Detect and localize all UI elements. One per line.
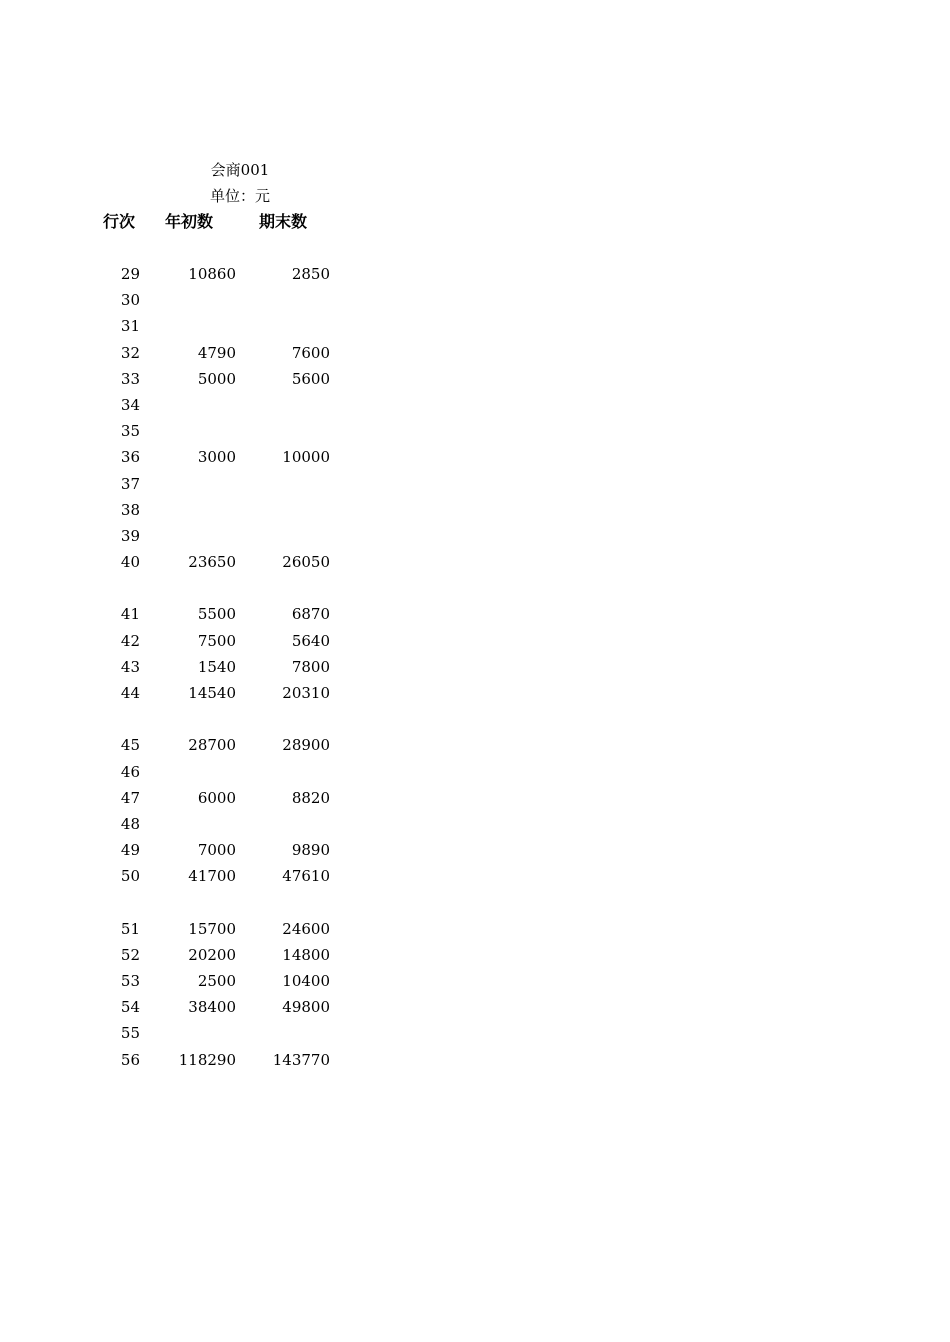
beginning-balance-cell: 3000 <box>197 448 236 467</box>
ending-balance-cell: 8820 <box>291 788 330 807</box>
table-row <box>0 811 400 837</box>
line-number-cell: 56 <box>120 1050 140 1069</box>
table-row <box>0 366 400 392</box>
line-number-cell: 39 <box>120 526 140 545</box>
ending-balance-cell: 47610 <box>282 867 330 886</box>
beginning-balance-cell: 38400 <box>188 998 236 1017</box>
table-row <box>0 994 400 1020</box>
line-number-cell: 34 <box>120 395 140 414</box>
header-beginning-balance: 年初数 <box>165 212 214 231</box>
ending-balance-cell: 6870 <box>291 605 330 624</box>
table-row <box>0 471 400 497</box>
table-row <box>0 916 400 942</box>
beginning-balance-cell: 28700 <box>188 736 236 755</box>
table-row <box>0 261 400 287</box>
table-row <box>0 680 400 706</box>
table-row <box>0 968 400 994</box>
header-ending-balance: 期末数 <box>259 212 308 231</box>
beginning-balance-cell: 4790 <box>197 343 236 362</box>
beginning-balance-cell: 15700 <box>188 919 236 938</box>
table-row <box>0 1020 400 1046</box>
table-row <box>0 759 400 785</box>
ending-balance-cell: 28900 <box>282 736 330 755</box>
ending-balance-cell: 49800 <box>282 998 330 1017</box>
line-number-cell: 47 <box>120 788 140 807</box>
line-number-cell: 32 <box>120 343 140 362</box>
table-row <box>0 497 400 523</box>
beginning-balance-cell: 5500 <box>197 605 236 624</box>
line-number-cell: 49 <box>120 841 140 860</box>
spacer-row <box>0 575 400 601</box>
line-number-cell: 36 <box>120 448 140 467</box>
ending-balance-cell: 7600 <box>291 343 330 362</box>
ending-balance-cell: 2850 <box>291 265 330 283</box>
line-number-cell: 54 <box>120 998 140 1017</box>
header-line-no: 行次 <box>103 212 136 231</box>
ending-balance-cell: 26050 <box>282 553 330 572</box>
table-row <box>0 444 400 470</box>
beginning-balance-cell: 2500 <box>197 972 236 991</box>
beginning-balance-cell: 5000 <box>197 369 236 388</box>
table-row <box>0 601 400 627</box>
ending-balance-cell: 20310 <box>282 684 330 702</box>
ending-balance-cell: 14800 <box>282 945 330 964</box>
ending-balance-cell: 10400 <box>282 972 330 991</box>
table-row <box>0 1047 400 1073</box>
table-row <box>0 340 400 366</box>
line-number-cell: 33 <box>120 369 140 388</box>
spacer-row <box>0 706 400 732</box>
ending-balance-cell: 24600 <box>282 919 330 938</box>
beginning-balance-cell: 1540 <box>197 657 236 676</box>
line-number-cell: 45 <box>120 736 140 755</box>
line-number-cell: 55 <box>120 1024 140 1043</box>
ending-balance-cell: 143770 <box>272 1050 330 1069</box>
ending-balance-cell: 5600 <box>291 369 330 388</box>
line-number-cell: 30 <box>120 291 140 310</box>
table-row <box>0 785 400 811</box>
table-row <box>0 942 400 968</box>
beginning-balance-cell: 7500 <box>197 631 236 650</box>
beginning-balance-cell: 41700 <box>188 867 236 886</box>
beginning-balance-cell: 20200 <box>188 945 236 964</box>
line-number-cell: 48 <box>120 814 140 833</box>
line-number-cell: 42 <box>120 631 140 650</box>
line-number-cell: 35 <box>120 422 140 441</box>
beginning-balance-cell: 14540 <box>188 684 236 702</box>
line-number-cell: 53 <box>120 972 140 991</box>
line-number-cell: 44 <box>120 684 140 702</box>
table-row <box>0 287 400 313</box>
beginning-balance-cell: 23650 <box>188 553 236 572</box>
beginning-balance-cell: 118290 <box>178 1050 236 1069</box>
table-row <box>0 654 400 680</box>
table-row <box>0 628 400 654</box>
line-number-cell: 43 <box>120 657 140 676</box>
line-number-cell: 51 <box>120 919 140 938</box>
table-row <box>0 523 400 549</box>
table-row <box>0 549 400 575</box>
table-row <box>0 313 400 339</box>
ending-balance-cell: 9890 <box>291 841 330 860</box>
line-number-cell: 50 <box>120 867 140 886</box>
line-number-cell: 37 <box>120 474 140 493</box>
line-number-cell: 46 <box>120 762 140 781</box>
line-number-cell: 29 <box>120 265 140 283</box>
line-number-cell: 41 <box>120 605 140 624</box>
line-number-cell: 52 <box>120 945 140 964</box>
table-row <box>0 837 400 863</box>
ending-balance-cell: 10000 <box>282 448 330 467</box>
ending-balance-cell: 5640 <box>291 631 330 650</box>
beginning-balance-cell: 10860 <box>188 265 236 283</box>
beginning-balance-cell: 7000 <box>197 841 236 860</box>
table-row <box>0 732 400 758</box>
line-number-cell: 31 <box>120 317 140 336</box>
line-number-cell: 40 <box>120 553 140 572</box>
table-row <box>0 418 400 444</box>
table-row <box>0 392 400 418</box>
ending-balance-cell: 7800 <box>291 657 330 676</box>
table-body <box>0 261 400 1073</box>
currency-unit: 单位：元 <box>209 187 270 205</box>
table-row <box>0 863 400 889</box>
line-number-cell: 38 <box>120 500 140 519</box>
beginning-balance-cell: 6000 <box>197 788 236 807</box>
document-code: 会商001 <box>210 161 270 179</box>
spacer-row <box>0 890 400 916</box>
